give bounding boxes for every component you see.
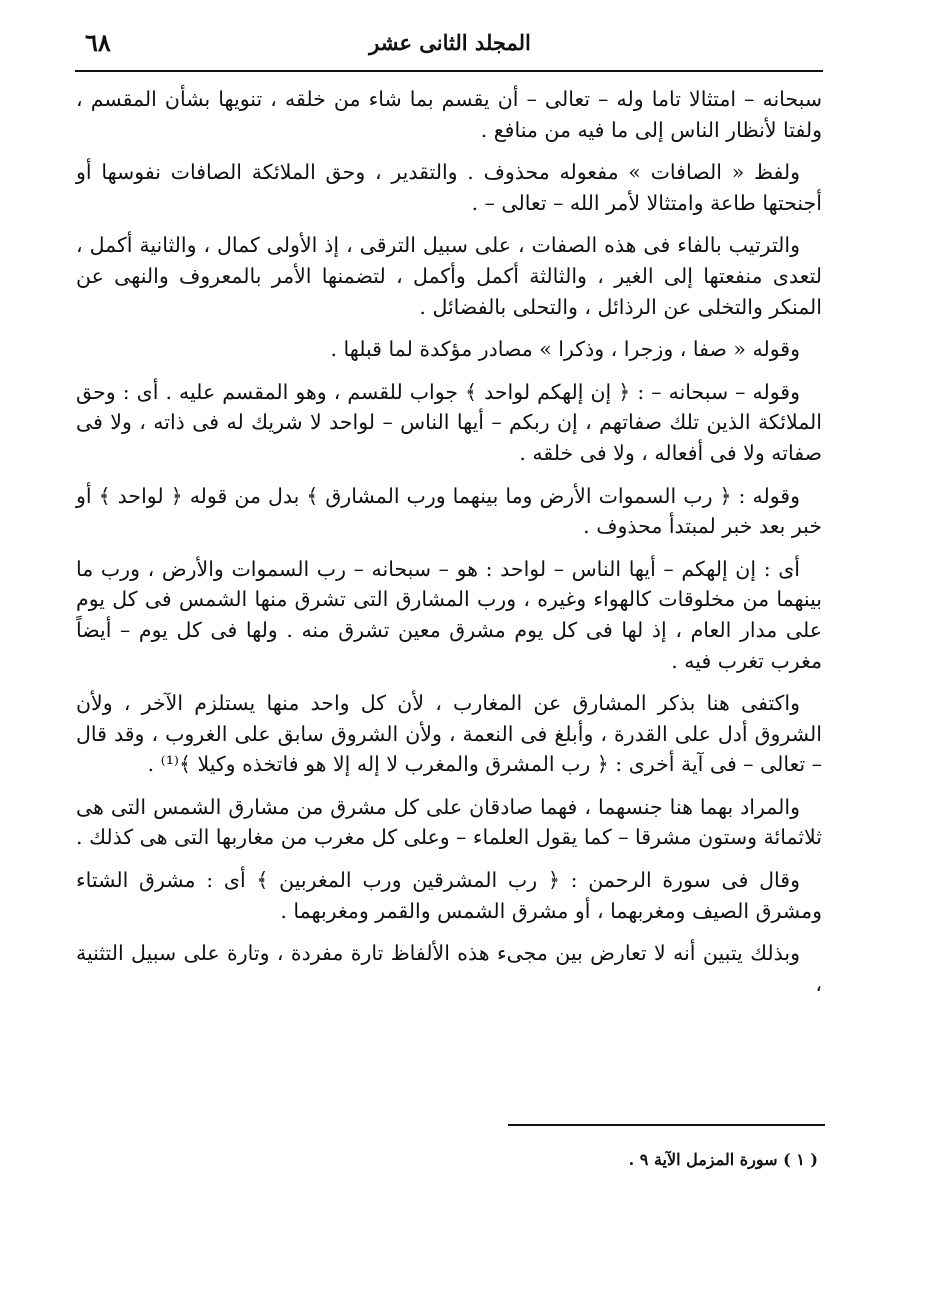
paragraph: وقوله « صفا ، وزجرا ، وذكرا » مصادر مؤكدة لما قبلها . bbox=[330, 337, 800, 362]
running-title: المجلد الثانى عشر bbox=[369, 30, 531, 55]
header-rule bbox=[75, 70, 823, 72]
paragraph: والمراد بهما هنا جنسهما ، فهما صادقان على كل مشرق من مشارق الشمس التى هى ثلاثمائة وستون مشرقا – كما يقول العلماء – وعلى كل مغرب من مغاربها التى هى كذلك . bbox=[76, 794, 822, 850]
paragraph: والترتيب بالفاء فى هذه الصفات ، على سبيل الترقى ، إذ الأولى كمال ، والثانية أكمل ، لتعدى منفعتها إلى الغير ، والثالثة أكمل وأكمل ، لتضمنها الأمر بالمعروف والنهى عن المنكر والتخلى عن الرذائل ، والتحلى بالفضائل . bbox=[76, 233, 822, 319]
paragraph: وقال فى سورة الرحمن : ﴿ رب المشرقين ورب المغربين ﴾ أى : مشرق الشتاء ومشرق الصيف ومغربهما ، أو مشرق الشمس والقمر ومغربهما . bbox=[76, 868, 822, 923]
paragraph: ولفظ « الصافات » مفعوله محذوف . والتقدير ، وحق الملائكة الصافات نفوسها أو أجنحتها طاعة وامتثالا لأمر الله – تعالى – . bbox=[76, 160, 822, 215]
paragraph: وبذلك يتبين أنه لا تعارض بين مجىء هذه الألفاظ تارة مفردة ، وتارة على سبيل التثنية ، bbox=[76, 941, 822, 996]
body-text bbox=[76, 84, 822, 1011]
paragraph: أى : إن إلهكم – أيها الناس – لواحد : هو – سبحانه – رب السموات والأرض ، ورب ما بينهما من مخلوقات كالهواء وغيره ، ورب المشارق التى تشرق منها الشمس فى كل يوم على مدار العام ، إذ لها فى كل يوم مشرق معين تشرق منه . ولها فى كل يوم – أيضاً مغرب تغرب فيه . bbox=[76, 556, 822, 673]
footnote-rule bbox=[508, 1124, 825, 1126]
page-number: ٦٨ bbox=[85, 28, 111, 57]
paragraph: وقوله – سبحانه – : ﴿ إن إلهكم لواحد ﴾ جواب للقسم ، وهو المقسم عليه . أى : وحق الملائكة الذين تلك صفاتهم ، إن ربكم – أيها الناس – لواحد لا شريك له فى ذاته ، ولا فى صفاته ولا فى أفعاله ، ولا فى خلقه . bbox=[76, 379, 822, 465]
paragraph: وقوله : ﴿ رب السموات الأرض وما بينهما ورب المشارق ﴾ بدل من قوله ﴿ لواحد ﴾ أو خبر بعد خبر لمبتدأ محذوف . bbox=[76, 483, 822, 539]
footnote: ( ١ ) سورة المزمل الآية ٩ . bbox=[628, 1150, 818, 1169]
paragraph: واكتفى هنا بذكر المشارق عن المغارب ، لأن كل واحد منها يستلزم الآخر ، ولأن الشروق أدل على القدرة ، وأبلغ فى النعمة ، ولأن الشروق سابق على الغروب ، وقد قال – تعالى – فى آية أخرى : ﴿ رب المشرق والمغرب لا إله إلا هو فاتخذه وكيلا ﴾⁽¹⁾ . bbox=[76, 691, 822, 777]
paragraph: سبحانه – امتثالا تاما وله – تعالى – أن يقسم بما شاء من خلقه ، تنويها بشأن المقسم ، ولفتا لأنظار الناس إلى ما فيه من منافع . bbox=[76, 87, 822, 142]
